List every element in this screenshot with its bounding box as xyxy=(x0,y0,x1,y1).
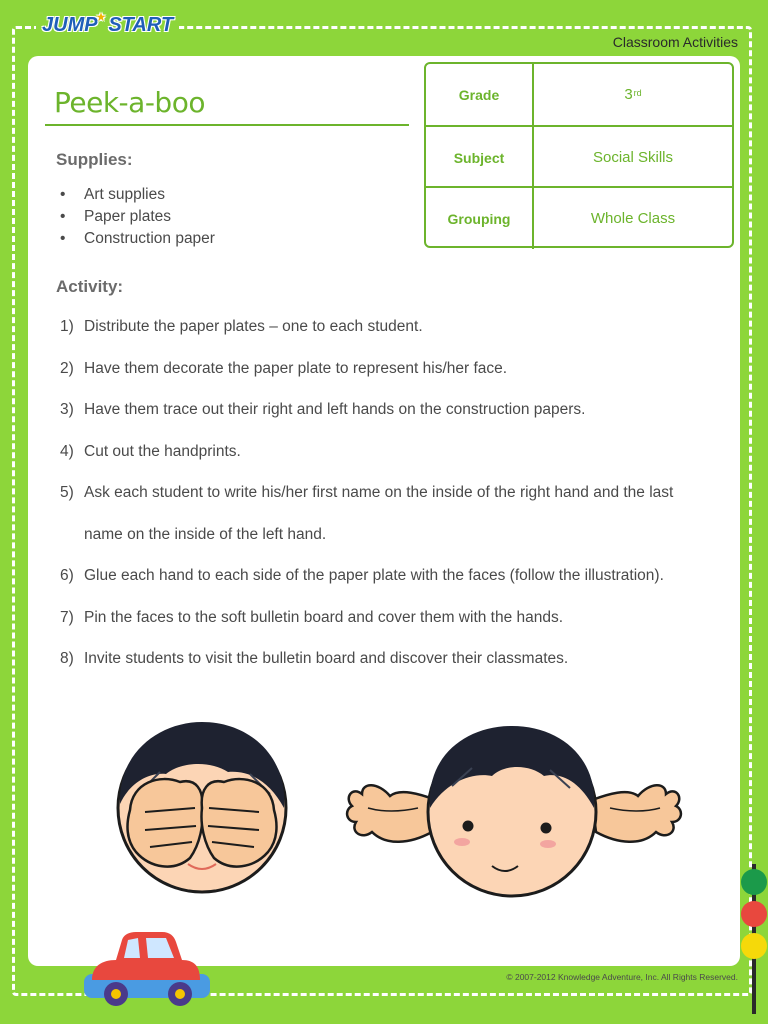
supply-item: • Art supplies xyxy=(56,184,215,206)
info-row-grade xyxy=(426,64,732,125)
step-number: 3) xyxy=(60,401,74,418)
title-underline xyxy=(45,124,409,126)
step-item xyxy=(60,638,730,680)
step-text: Distribute the paper plates – one to each student. xyxy=(84,318,423,335)
traffic-light-icon xyxy=(740,864,768,1014)
header-label: Classroom Activities xyxy=(612,34,738,50)
step-item xyxy=(60,597,730,639)
info-value: Social Skills xyxy=(592,149,674,166)
step-number: 8) xyxy=(60,650,74,667)
star-icon: ★ xyxy=(95,10,107,24)
step-item-continued xyxy=(60,514,730,556)
info-key: Grouping xyxy=(426,188,534,249)
step-text: Invite students to visit the bulletin board and discover their classmates. xyxy=(84,650,569,667)
step-number: 4) xyxy=(60,442,74,460)
supplies-heading: Supplies: xyxy=(56,150,133,169)
step-item xyxy=(60,431,730,473)
info-key: Grade xyxy=(426,64,534,125)
activity-steps xyxy=(60,306,730,680)
grade-number: 3 xyxy=(624,86,633,103)
step-item xyxy=(60,306,730,348)
step-text: Glue each hand to each side of the paper plate with the faces (follow the illustration). xyxy=(84,567,664,584)
step-text: name on the inside of the left hand. xyxy=(84,525,327,543)
supply-item: • Paper plates xyxy=(56,206,215,228)
step-text: Have them decorate the paper plate to represent his/her face. xyxy=(84,359,508,377)
activity-heading: Activity: xyxy=(56,277,124,296)
peekaboo-illustrations xyxy=(100,712,700,912)
step-text: Pin the faces to the soft bulletin board and cover them with the hands. xyxy=(84,608,564,626)
grade-suffix: rd xyxy=(633,87,642,98)
step-item xyxy=(60,389,730,431)
jumpstart-logo: JUMP★ START xyxy=(36,14,179,44)
info-table xyxy=(424,62,734,248)
step-number: 2) xyxy=(60,359,74,377)
step-text: Cut out the handprints. xyxy=(84,442,241,460)
step-number: 6) xyxy=(60,567,74,584)
step-number: 7) xyxy=(60,608,74,626)
car-icon xyxy=(82,926,212,1010)
face-revealed-illustration xyxy=(347,726,681,896)
step-number: 1) xyxy=(60,318,74,335)
face-covered-illustration xyxy=(118,722,286,892)
step-item xyxy=(60,555,730,597)
step-number xyxy=(60,514,84,556)
step-item xyxy=(60,348,730,390)
info-row-subject xyxy=(426,125,732,188)
info-row-grouping xyxy=(426,186,732,249)
info-value xyxy=(534,64,732,125)
info-key: Subject xyxy=(426,127,534,188)
step-text: Ask each student to write his/her first name on the inside of the right hand and the last xyxy=(84,484,674,501)
page-title: Peek-a-boo xyxy=(54,86,205,119)
supply-item: • Construction paper xyxy=(56,228,215,250)
copyright-notice: © 2007-2012 Knowledge Adventure, Inc. All Rights Reserved. xyxy=(506,972,738,982)
step-item xyxy=(60,472,730,514)
info-value: Whole Class xyxy=(590,210,676,227)
step-number: 5) xyxy=(60,484,74,501)
step-text: Have them trace out their right and left hands on the construction papers. xyxy=(84,401,586,418)
supplies-list xyxy=(56,184,215,250)
